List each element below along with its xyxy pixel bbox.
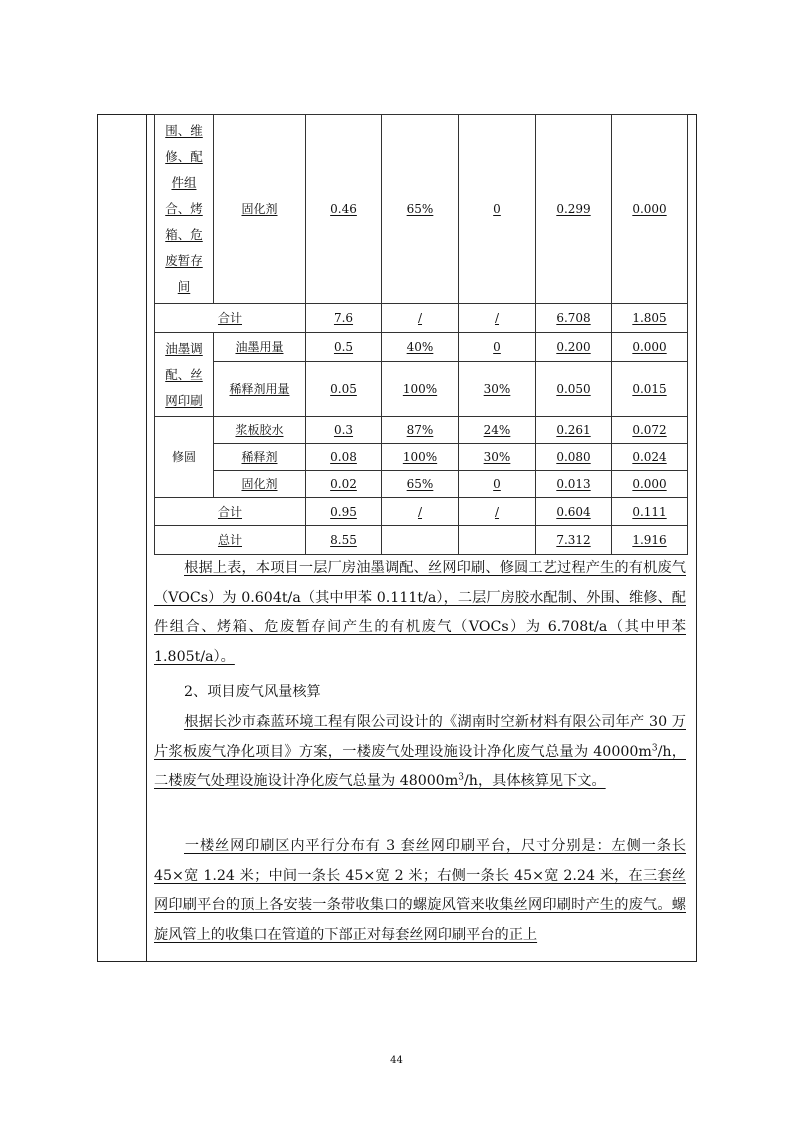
paragraph-airflow: 根据长沙市森蓝环境工程有限公司设计的《湖南时空新材料有限公司年产 30 万片浆板废气净化项目》方案，一楼废气处理设施设计净化废气总量为 $40000m^3/h$，二楼废气处理设施设计净化废气总量为 $48000m^3/h$，具体核算见下文。 (154, 714, 686, 789)
benzene-cell: 30% (458, 361, 536, 417)
benzene-cell: 0 (458, 332, 536, 362)
vocs-cell: 0.200 (535, 332, 612, 362)
total-label: 总计 (154, 525, 306, 555)
material-cell: 稀释剂用量 (213, 361, 306, 417)
amount-cell: 0.02 (305, 470, 382, 498)
toluene-cell: 0.000 (611, 332, 688, 362)
material-cell: 固化剂 (213, 470, 306, 498)
subtotal-vocs: 6.708 (535, 303, 612, 333)
ratio-cell: 87% (381, 416, 459, 444)
material-cell: 稀释剂 (213, 443, 306, 471)
amount-cell: 0.5 (305, 332, 382, 362)
ratio-cell: 40% (381, 332, 459, 362)
subtotal-label: 合计 (154, 303, 306, 333)
material-cell: 固化剂 (213, 114, 306, 304)
subtotal-toluene: 0.111 (611, 497, 688, 526)
total-amount: 8.55 (305, 525, 382, 555)
ratio-cell: 100% (381, 443, 459, 471)
ratio-cell: 100% (381, 361, 459, 417)
toluene-cell: 0.000 (611, 114, 688, 304)
subtotal-amount: 0.95 (305, 497, 382, 526)
subtotal-benzene: / (458, 303, 536, 333)
total-vocs: 7.312 (535, 525, 612, 555)
subtotal-amount: 7.6 (305, 303, 382, 333)
subtotal-label: 合计 (154, 497, 306, 526)
toluene-cell: 0.024 (611, 443, 688, 471)
benzene-cell: 30% (458, 443, 536, 471)
ratio-cell: 65% (381, 114, 459, 304)
subtotal-toluene: 1.805 (611, 303, 688, 333)
benzene-cell: 0 (458, 470, 536, 498)
vocs-cell: 0.261 (535, 416, 612, 444)
amount-cell: 0.05 (305, 361, 382, 417)
amount-cell: 0.46 (305, 114, 382, 304)
total-ratio (381, 525, 459, 555)
toluene-cell: 0.015 (611, 361, 688, 417)
vocs-cell: 0.080 (535, 443, 612, 471)
process-cell-ink: 油墨调 配、丝 网印刷 (154, 332, 214, 417)
vocs-cell: 0.013 (535, 470, 612, 498)
vocs-cell: 0.299 (535, 114, 612, 304)
ratio-cell: 65% (381, 470, 459, 498)
page-number: 44 (390, 1055, 403, 1066)
total-benzene (458, 525, 536, 555)
total-toluene: 1.916 (611, 525, 688, 555)
benzene-cell: 0 (458, 114, 536, 304)
amount-cell: 0.08 (305, 443, 382, 471)
benzene-cell: 24% (458, 416, 536, 444)
toluene-cell: 0.072 (611, 416, 688, 444)
process-cell-round: 修圆 (154, 416, 214, 498)
toluene-cell: 0.000 (611, 470, 688, 498)
frame-divider (146, 114, 147, 962)
process-cell-upper: 围、维 修、配 件组 合、烤 箱、危 废暂存 间 (154, 114, 214, 304)
paragraph-summary: 根据上表，本项目一层厂房油墨调配、丝网印刷、修圆工艺过程产生的有机废气（VOCs）为 0.604t/a（其中甲苯 0.111t/a），二层厂房胶水配制、外围、维修、配件组合、烤箱、危废暂存间产生的有机废气（VOCs）为 6.708t/a（其中甲苯 1.805t/a）。 (154, 560, 686, 665)
subtotal-vocs: 0.604 (535, 497, 612, 526)
section-heading: 2、项目废气风量核算 (184, 684, 321, 700)
vocs-cell: 0.050 (535, 361, 612, 417)
subtotal-ratio: / (381, 497, 459, 526)
subtotal-benzene: / (458, 497, 536, 526)
amount-cell: 0.3 (305, 416, 382, 444)
material-cell: 浆板胶水 (213, 416, 306, 444)
subtotal-ratio: / (381, 303, 459, 333)
material-cell: 油墨用量 (213, 332, 306, 362)
paragraph-platforms: 一楼丝网印刷区内平行分布有 3 套丝网印刷平台，尺寸分别是：左侧一条长 45×宽 1.24 米；中间一条长 45×宽 2 米；右侧一条长 45×宽 2.24 米，在三套丝网印刷平台的顶上各安装一条带收集口的螺旋风管来收集丝网印刷时产生的废气。螺旋风管上的收集口在管道的下部正对每套丝网印刷平台的正上 (154, 838, 686, 943)
